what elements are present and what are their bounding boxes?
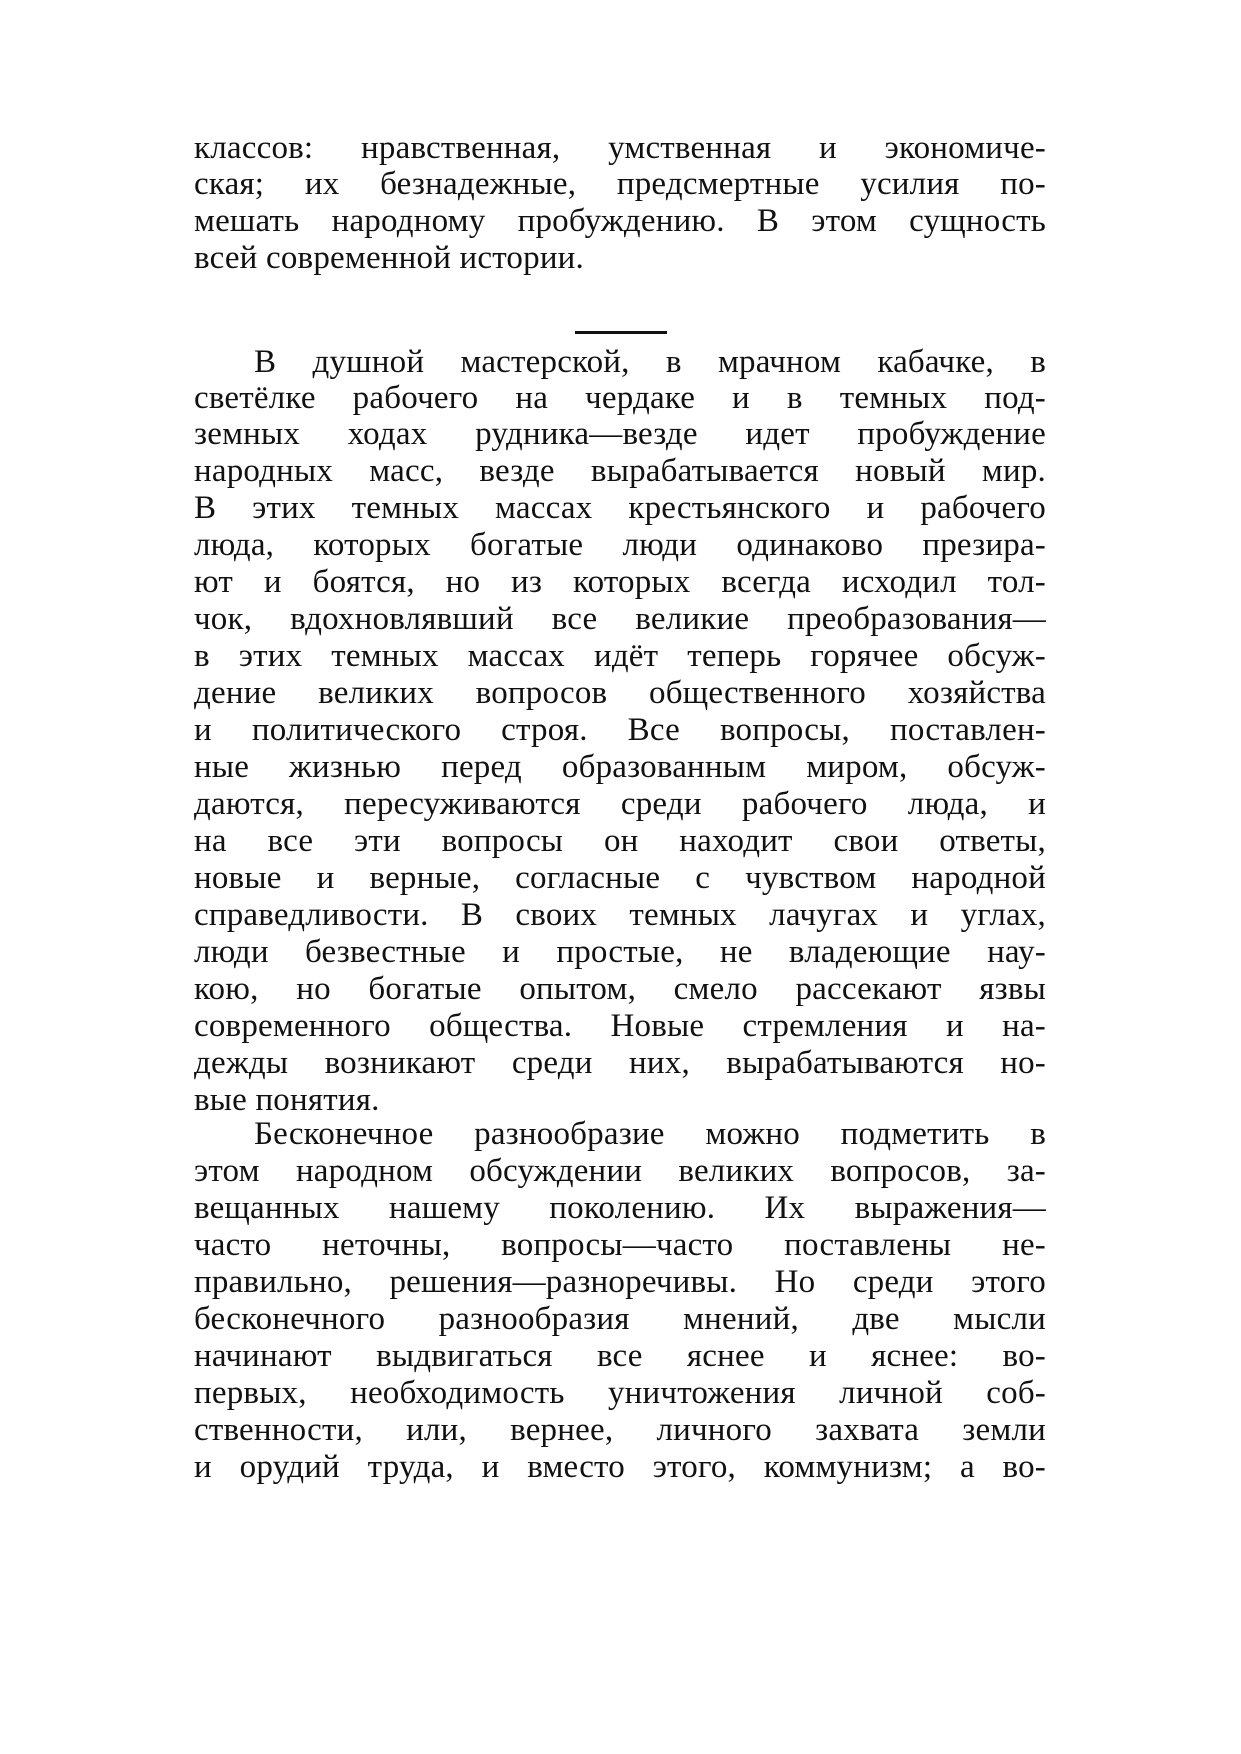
text-line: современного общества. Новые стремления и на- [194, 1008, 1046, 1044]
text-line: вещанных нашему поколению. Их выражения— [194, 1190, 1046, 1226]
text-line: и орудий труда, и вместо этого, коммунизм; а во- [194, 1449, 1046, 1485]
text-line: ные жизнью перед образованным миром, обсуж- [194, 749, 1046, 785]
text-line: часто неточны, вопросы—часто поставлены не- [194, 1227, 1046, 1263]
text-line: вые понятия. [194, 1082, 380, 1118]
text-line: чок, вдохновлявший все великие преобразования— [194, 601, 1046, 637]
text-line: в этих темных массах идёт теперь горячее обсуж- [194, 638, 1046, 674]
text-line: дежды возникают среди них, вырабатываются но- [194, 1045, 1046, 1081]
text-line: всей современной истории. [194, 240, 584, 276]
text-line: этом народном обсуждении великих вопросов, за- [194, 1153, 1046, 1189]
text-line: первых, необходимость уничтожения личной соб- [194, 1375, 1046, 1411]
text-line: на все эти вопросы он находит свои ответы, [194, 823, 1046, 859]
text-line: люда, которых богатые люди одинаково презира- [194, 527, 1046, 563]
text-line: классов: нравственная, умственная и экономиче- [194, 130, 1046, 166]
text-line: ственности, или, вернее, личного захвата земли [194, 1412, 1046, 1448]
text-line: ская; их безнадежные, предсмертные усилия по- [194, 166, 1046, 202]
text-line: начинают выдвигаться все яснее и яснее: во- [194, 1338, 1046, 1374]
text-line: земных ходах рудника—везде идет пробуждение [194, 416, 1046, 452]
text-line: В этих темных массах крестьянского и рабочего [194, 490, 1046, 526]
text-line: ют и боятся, но из которых всегда исходил тол- [194, 564, 1046, 600]
text-line: светёлке рабочего на чердаке и в темных под- [194, 380, 1046, 416]
text-line: и политического строя. Все вопросы, поставлен- [194, 712, 1046, 748]
text-line: Бесконечное разнообразие можно подметить в [254, 1116, 1046, 1152]
text-line: правильно, решения—разноречивы. Но среди этого [194, 1264, 1046, 1300]
text-line: кою, но богатые опытом, смело рассекают язвы [194, 971, 1046, 1007]
text-line: даются, пересуживаются среди рабочего люда, и [194, 786, 1046, 822]
text-line: мешать народному пробуждению. В этом сущность [194, 203, 1046, 239]
text-line: справедливости. В своих темных лачугах и углах, [194, 897, 1046, 933]
text-line: новые и верные, согласные с чувством народной [194, 860, 1046, 896]
text-line: бесконечного разнообразия мнений, две мысли [194, 1301, 1046, 1337]
text-line: люди безвестные и простые, не владеющие нау- [194, 934, 1046, 970]
section-divider [575, 331, 667, 334]
text-line: народных масс, везде вырабатывается новый мир. [194, 453, 1046, 489]
text-line: В душной мастерской, в мрачном кабачке, в [254, 344, 1046, 380]
text-line: дение великих вопросов общественного хозяйства [194, 675, 1046, 711]
